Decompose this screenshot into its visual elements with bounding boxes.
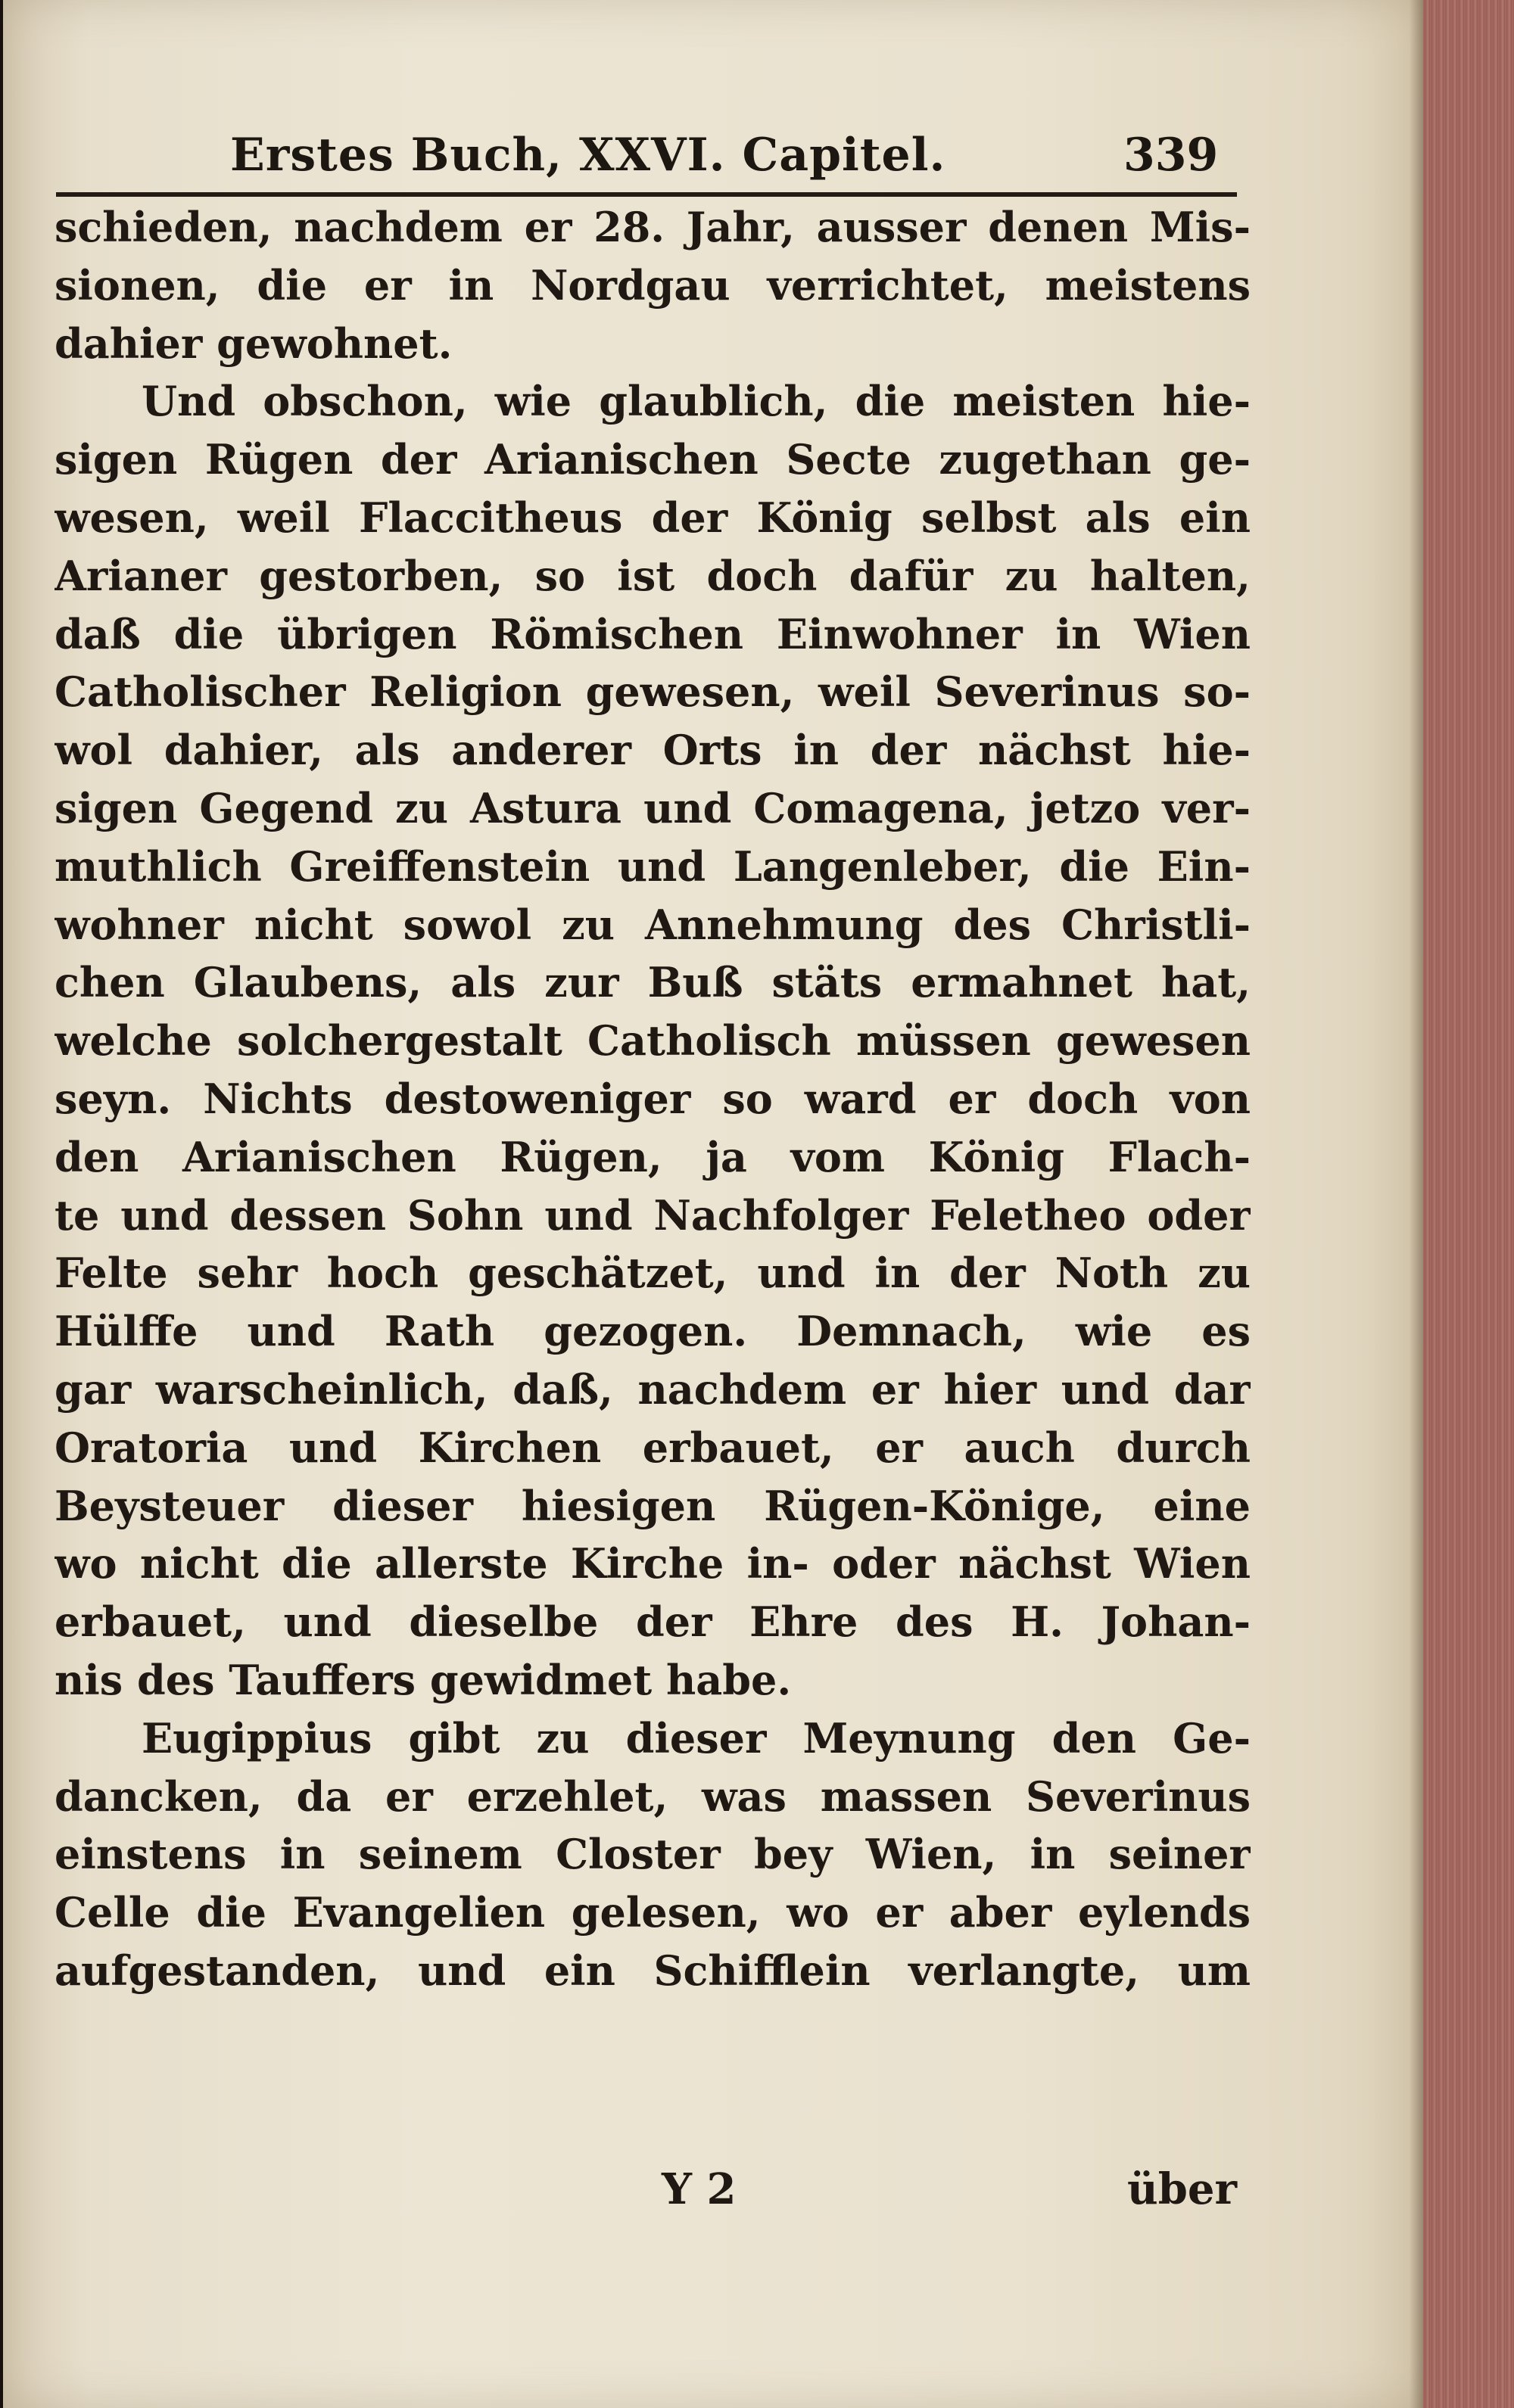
catchword: über xyxy=(1126,2164,1237,2214)
page-header xyxy=(56,114,1237,197)
text-line: seyn. Nichts destoweniger so ward er doch von xyxy=(55,1074,1251,1123)
signature-mark: Y 2 xyxy=(662,2164,737,2214)
text-line: wol dahier, als anderer Orts in der nächst hie- xyxy=(55,726,1251,775)
text-line: welche solchergestalt Catholisch müssen gewesen xyxy=(55,1016,1251,1066)
text-line: Catholischer Religion gewesen, weil Severinus so- xyxy=(55,667,1251,717)
text-line: Eugippius gibt zu dieser Meynung den Ge- xyxy=(142,1713,1251,1762)
text-line: wohner nicht sowol zu Annehmung des Christli- xyxy=(55,900,1251,949)
text-line: aufgestanden, und ein Schifflein verlangte, um xyxy=(55,1946,1251,1995)
text-line: Arianer gestorben, so ist doch dafür zu halten, xyxy=(55,551,1251,600)
text-line: daß die übrigen Römischen Einwohner in Wien xyxy=(55,609,1251,658)
text-line: einstens in seinem Closter bey Wien, in seiner xyxy=(55,1830,1251,1879)
text-line: Hülffe und Rath gezogen. Demnach, wie es xyxy=(55,1307,1251,1356)
text-line: gar warscheinlich, daß, nachdem er hier und dar xyxy=(55,1364,1251,1414)
text-line: Felte sehr hoch geschätzet, und in der Noth zu xyxy=(55,1249,1251,1298)
text-line: Celle die Evangelien gelesen, wo er aber eylends xyxy=(55,1888,1251,1937)
page-number: 339 xyxy=(1123,129,1219,182)
text-line: Und obschon, wie glaublich, die meisten hie- xyxy=(142,377,1251,426)
page-footer xyxy=(56,2164,1237,2225)
body-text xyxy=(55,198,1251,2000)
text-line: Beysteuer dieser hiesigen Rügen-Könige, eine xyxy=(55,1481,1251,1530)
text-line: dahier gewohnet. xyxy=(55,319,453,368)
running-title: Erstes Buch, XXVI. Capitel. xyxy=(230,129,946,182)
text-line: wesen, weil Flaccitheus der König selbst als ein xyxy=(55,493,1251,542)
text-line: dancken, da er erzehlet, was massen Severinus xyxy=(55,1772,1251,1821)
header-rule xyxy=(56,192,1237,197)
text-line: sigen Gegend zu Astura und Comagena, jetzo ver- xyxy=(55,783,1251,832)
page-edges xyxy=(1423,0,1514,2408)
text-line: wo nicht die allerste Kirche in- oder nächst Wien xyxy=(55,1539,1251,1588)
text-line: sigen Rügen der Arianischen Secte zugethan ge- xyxy=(55,435,1251,484)
text-line: te und dessen Sohn und Nachfolger Feletheo oder xyxy=(55,1190,1251,1240)
text-line: chen Glaubens, als zur Buß stäts ermahnet hat, xyxy=(55,958,1251,1007)
text-line: erbauet, und dieselbe der Ehre des H. Johan- xyxy=(55,1598,1251,1647)
text-line: nis des Tauffers gewidmet habe. xyxy=(55,1655,792,1704)
text-line: muthlich Greiffenstein und Langenleber, die Ein- xyxy=(55,842,1251,891)
text-line: Oratoria und Kirchen erbauet, er auch durch xyxy=(55,1423,1251,1472)
book-page xyxy=(3,0,1423,2408)
text-line: schieden, nachdem er 28. Jahr, ausser denen Mis- xyxy=(55,203,1251,251)
text-line: sionen, die er in Nordgau verrichtet, meistens xyxy=(55,260,1251,310)
text-line: den Arianischen Rügen, ja vom König Flach- xyxy=(55,1132,1251,1181)
